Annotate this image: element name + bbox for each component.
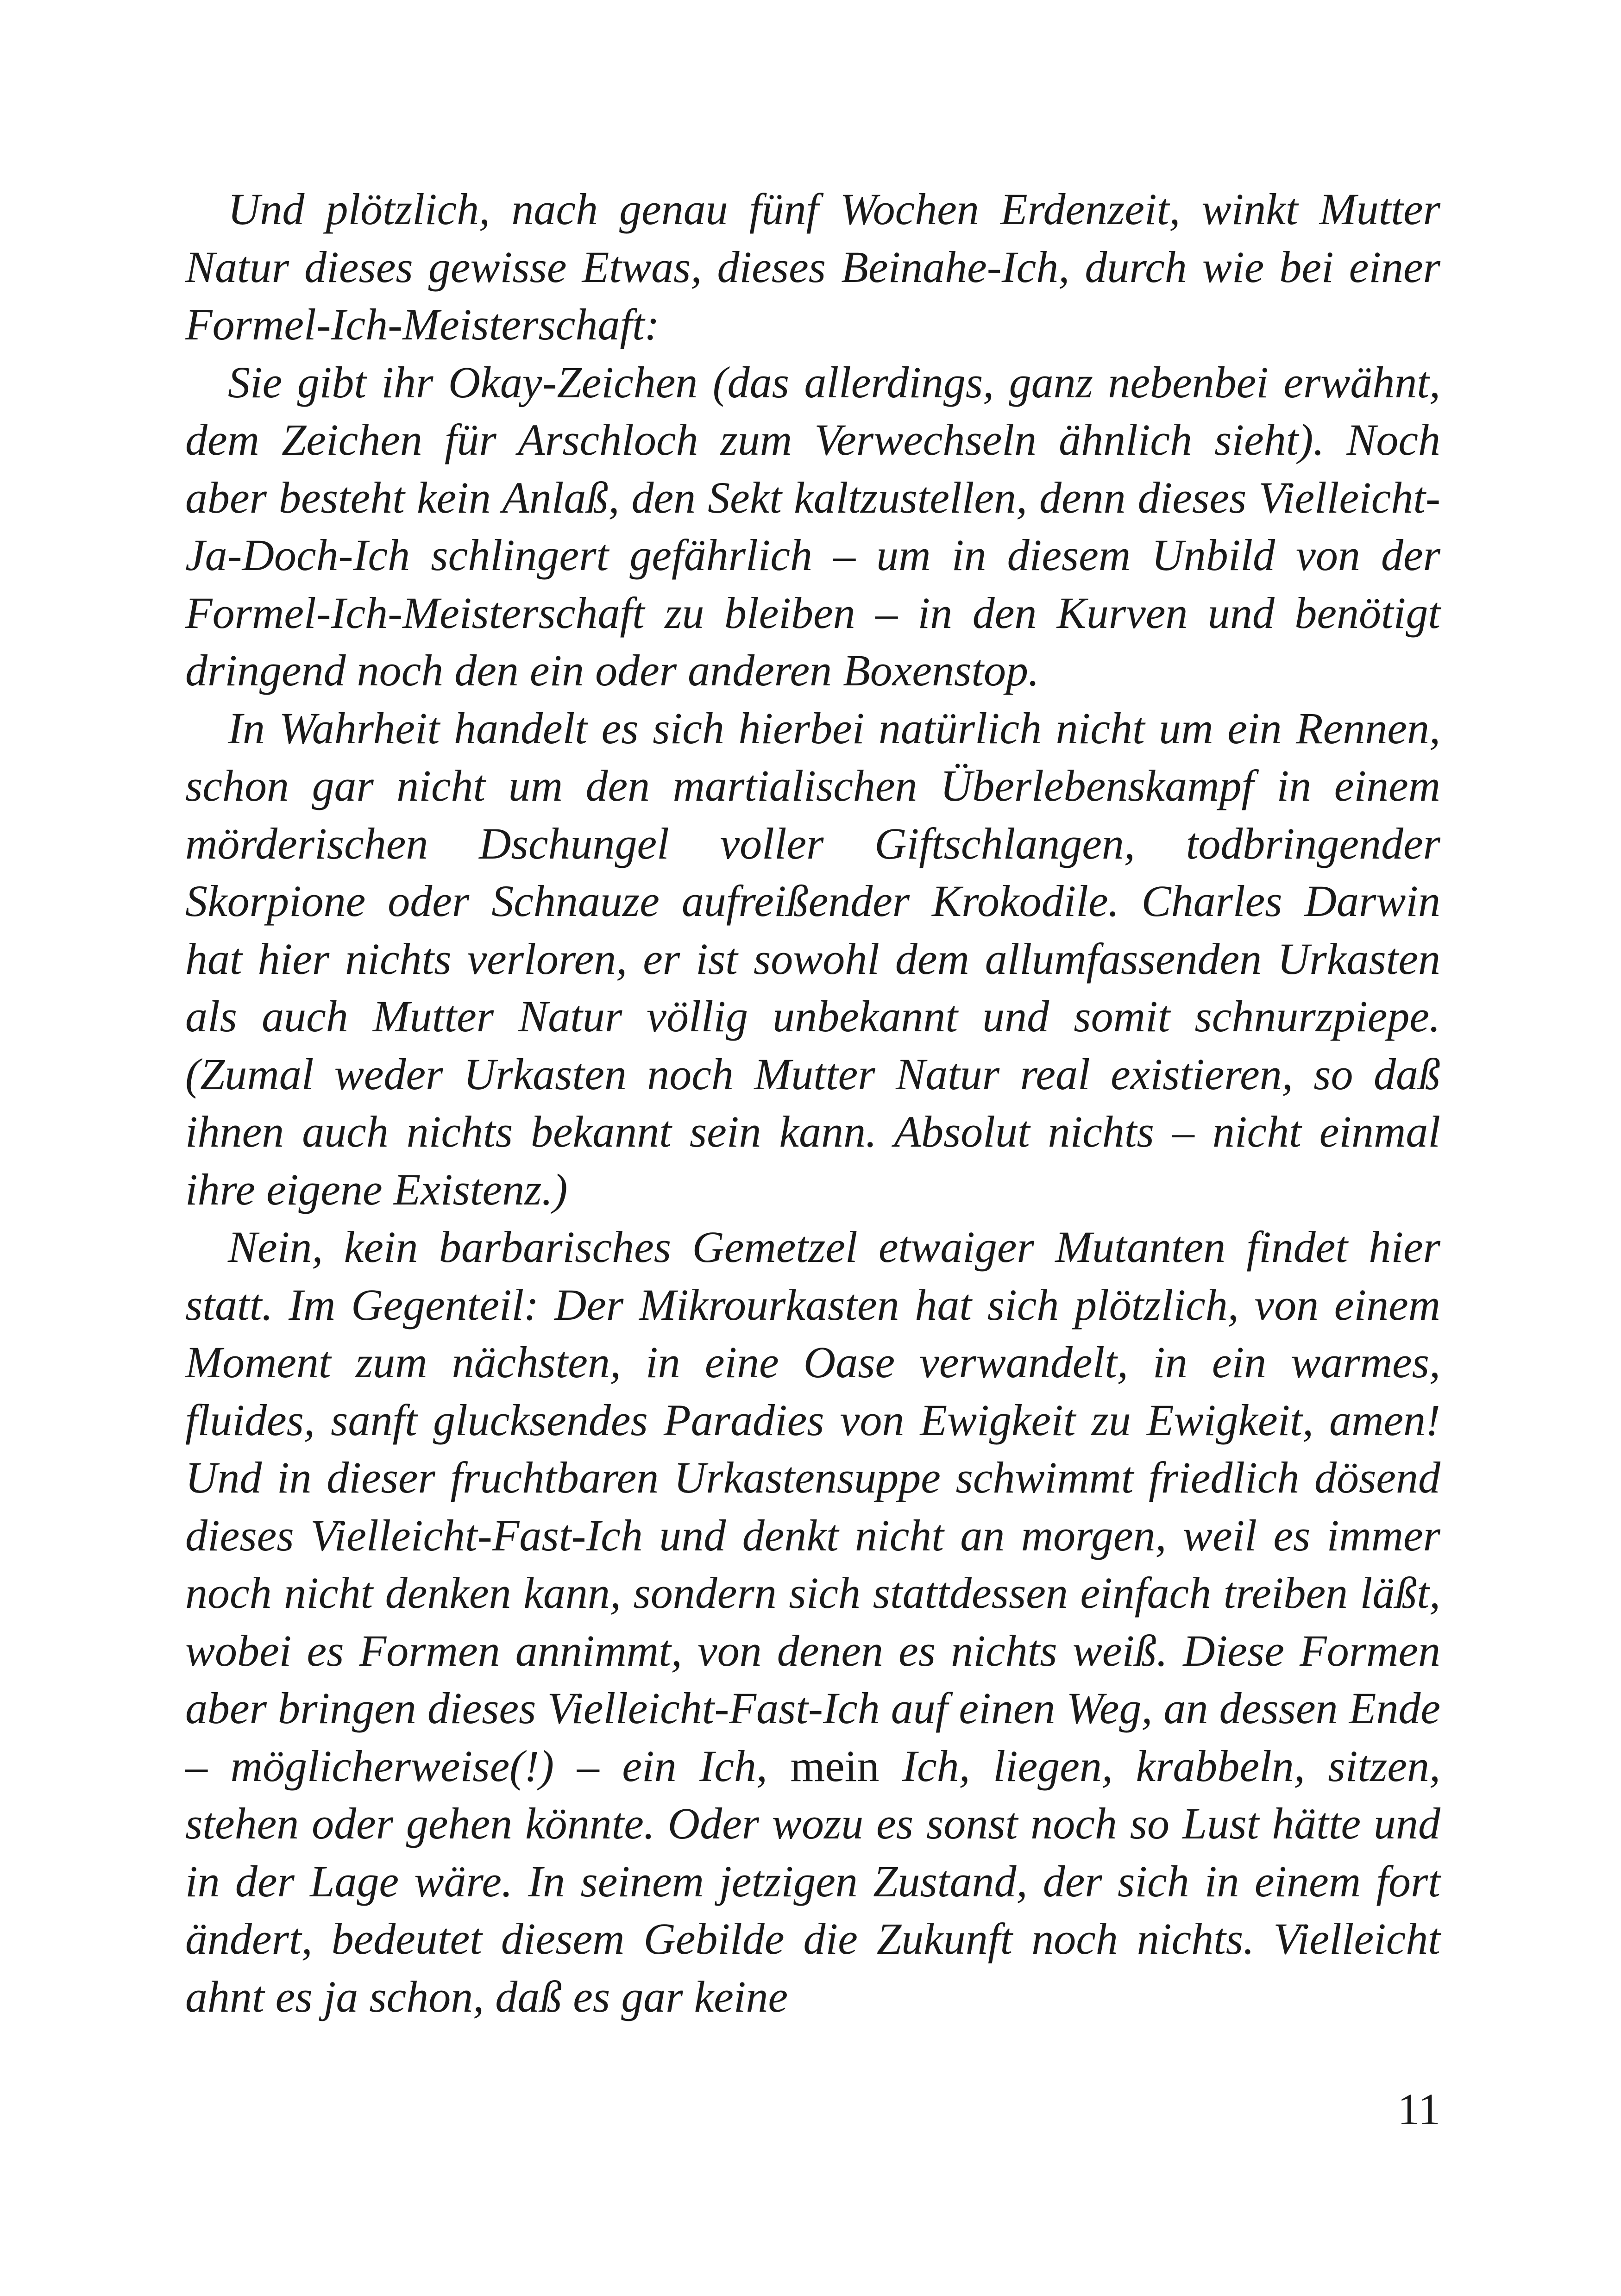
paragraph-4-text-before: Nein, kein barbarisches Gemetzel etwaiger Mutanten findet hier statt. Im Gegenteil: Der Mikrourkasten hat sich plötzlich, von einem Moment zum nächsten, in eine Oase verwandelt, in ein warmes, fluides, sanft glucksendes Paradies von Ewigkeit zu Ewigkeit, amen! Und in dieser fruchtbaren Urkastensuppe schwimmt friedlich dösend dieses Vielleicht-Fast-Ich und denkt nicht an morgen, weil es immer noch nicht denken kann, sondern sich stattdessen einfach treiben läßt, wobei es Formen annimmt, von denen es nichts weiß. Diese Formen aber bringen dieses Vielleicht-Fast-Ich auf einen Weg, an dessen Ende – möglicherweise(!) – ein Ich, (185, 1222, 1440, 1791)
paragraph-2: Sie gibt ihr Okay-Zeichen (das allerdings, ganz nebenbei erwähnt, dem Zeichen für Arschloch zum Verwechseln ähnlich sieht). Noch aber besteht kein Anlaß, den Sekt kaltzustellen, denn dieses Vielleicht-Ja-Doch-Ich schlingert gefährlich – um in diesem Unbild von der Formel-Ich-Meisterschaft zu bleiben – in den Kurven und benötigt dringend noch den ein oder anderen Boxenstop. (185, 357, 1440, 695)
emphasized-word: mein (790, 1741, 880, 1791)
paragraph-3: In Wahrheit handelt es sich hierbei natürlich nicht um ein Rennen, schon gar nicht um den martialischen Überlebenskampf in einem mörderischen Dschungel voller Giftschlangen, todbringender Skorpione oder Schnauze aufreißender Krokodile. Charles Darwin hat hier nichts verloren, er ist sowohl dem allumfassenden Urkasten als auch Mutter Natur völlig unbekannt und somit schnurzpiepe. (Zumal weder Urkasten noch Mutter Natur real existieren, so daß ihnen auch nichts bekannt sein kann. Absolut nichts – nicht einmal ihre eigene Existenz.) (185, 703, 1440, 1214)
page-number: 11 (1397, 2084, 1440, 2134)
paragraph-1: Und plötzlich, nach genau fünf Wochen Erdenzeit, winkt Mutter Natur dieses gewisse Etwas, dieses Beinahe-Ich, durch wie bei einer Formel-Ich-Meisterschaft: (185, 184, 1440, 349)
paragraph-4 (185, 1218, 1440, 2026)
paragraph-4-text-after: Ich, liegen, krabbeln, sitzen, stehen oder gehen könnte. Oder wozu es sonst noch so Lust hätte und in der Lage wäre. In seinem jetzigen Zustand, der sich in einem fort ändert, bedeutet diesem Gebilde die Zukunft noch nichts. Vielleicht ahnt es ja schon, daß es gar keine (185, 1741, 1441, 2021)
body-text (185, 181, 1440, 2026)
